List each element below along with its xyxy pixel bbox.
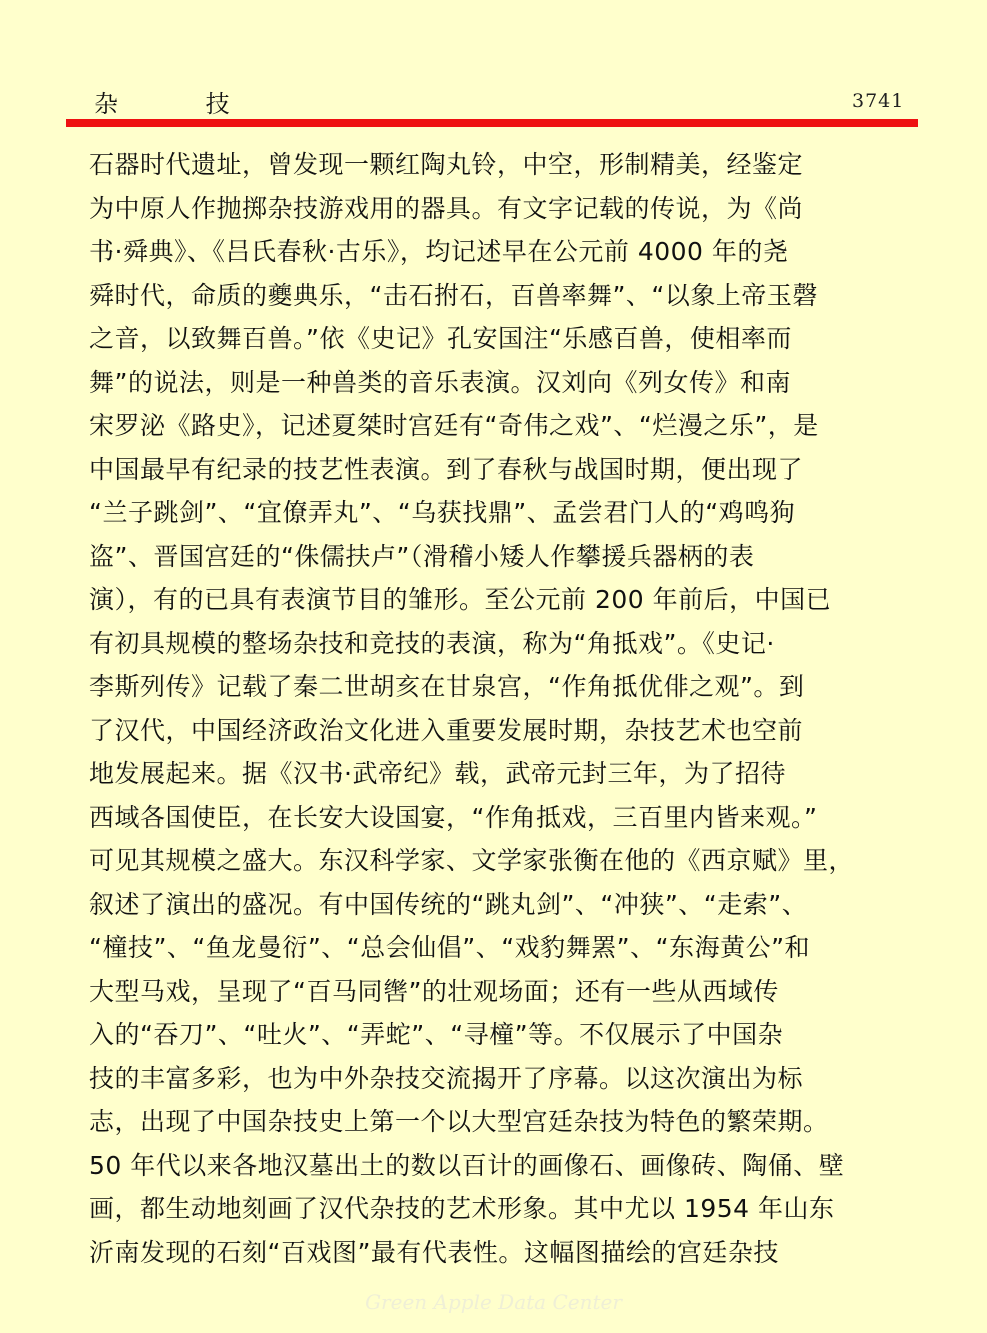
text-line: 宋罗泌《路史》，记述夏桀时宫廷有“奇伟之戏”、“烂漫之乐”，是	[89, 411, 819, 440]
text-line: 石器时代遗址，曾发现一颗红陶丸铃，中空，形制精美，经鉴定	[89, 150, 804, 179]
text-line: 演），有的已具有表演节目的雏形。至公元前 200 年前后，中国已	[89, 585, 832, 614]
text-line: 西域各国使臣，在长安大设国宴，“作角抵戏，三百里内皆来观。”	[89, 802, 818, 832]
text-line: 50 年代以来各地汉墓出土的数以百计的画像石、画像砖、陶俑、壁	[89, 1150, 845, 1180]
text-line: 舜时代，命质的夔典乐，“击石拊石，百兽率舞”、“以象上帝玉磬	[89, 280, 818, 310]
text-line: 书·舜典》、《吕氏春秋·古乐》，均记述早在公元前 4000 年的尧	[89, 237, 789, 266]
page-header	[0, 0, 987, 130]
text-line: 之音，以致舞百兽。”依《史记》孔安国注“乐感百兽，使相率而	[89, 324, 792, 353]
text-line: 志，出现了中国杂技史上第一个以大型宫廷杂技为特色的繁荣期。	[89, 1107, 829, 1136]
text-line: 沂南发现的石刻“百戏图”最有代表性。这幅图描绘的宫廷杂技	[89, 1237, 779, 1267]
text-line: 李斯列传》记载了秦二世胡亥在甘泉宫，“作角抵优俳之观”。到	[89, 672, 805, 701]
text-line: 可见其规模之盛大。东汉科学家、文学家张衡在他的《西京赋》里，	[89, 846, 855, 875]
page-number: 3741	[852, 90, 905, 112]
text-line: 盗”、晋国宫廷的“侏儒扶卢”（滑稽小矮人作攀援兵器柄的表	[89, 541, 755, 571]
header-rule	[66, 119, 918, 127]
running-head-title: 杂 技	[94, 90, 270, 118]
text-line: 大型马戏，呈现了“百马同辔”的壮观场面；还有一些从西域传	[89, 976, 779, 1006]
body-text	[89, 143, 904, 1274]
text-line: 了汉代，中国经济政治文化进入重要发展时期，杂技艺术也空前	[89, 715, 804, 745]
text-line: “兰子跳剑”、“宜僚弄丸”、“乌获找鼎”、孟尝君门人的“鸡鸣狗	[89, 498, 796, 527]
text-line: 技的丰富多彩，也为中外杂技交流揭开了序幕。以这次演出为标	[89, 1063, 804, 1093]
text-line: “橦技”、“鱼龙曼衍”、“总会仙倡”、“戏豹舞罴”、“东海黄公”和	[89, 933, 811, 962]
text-line: 中国最早有纪录的技艺性表演。到了春秋与战国时期，便出现了	[89, 454, 804, 484]
text-line: 舞”的说法，则是一种兽类的音乐表演。汉刘向《列女传》和南	[89, 367, 791, 397]
text-line: 画，都生动地刻画了汉代杂技的艺术形象。其中尤以 1954 年山东	[89, 1194, 835, 1223]
text-line: 叙述了演出的盛况。有中国传统的“跳丸剑”、“冲狭”、“走索”、	[89, 889, 808, 919]
text-line: 为中原人作抛掷杂技游戏用的器具。有文字记载的传说，为《尚	[89, 193, 804, 223]
text-line: 入的“吞刀”、“吐火”、“弄蛇”、“寻橦”等。不仅展示了中国杂	[89, 1020, 784, 1049]
text-line: 有初具规模的整场杂技和竞技的表演，称为“角抵戏”。《史记·	[89, 628, 775, 658]
watermark: Green Apple Data Center	[365, 1290, 622, 1314]
text-line: 地发展起来。据《汉书·武帝纪》载，武帝元封三年，为了招待	[89, 759, 786, 788]
